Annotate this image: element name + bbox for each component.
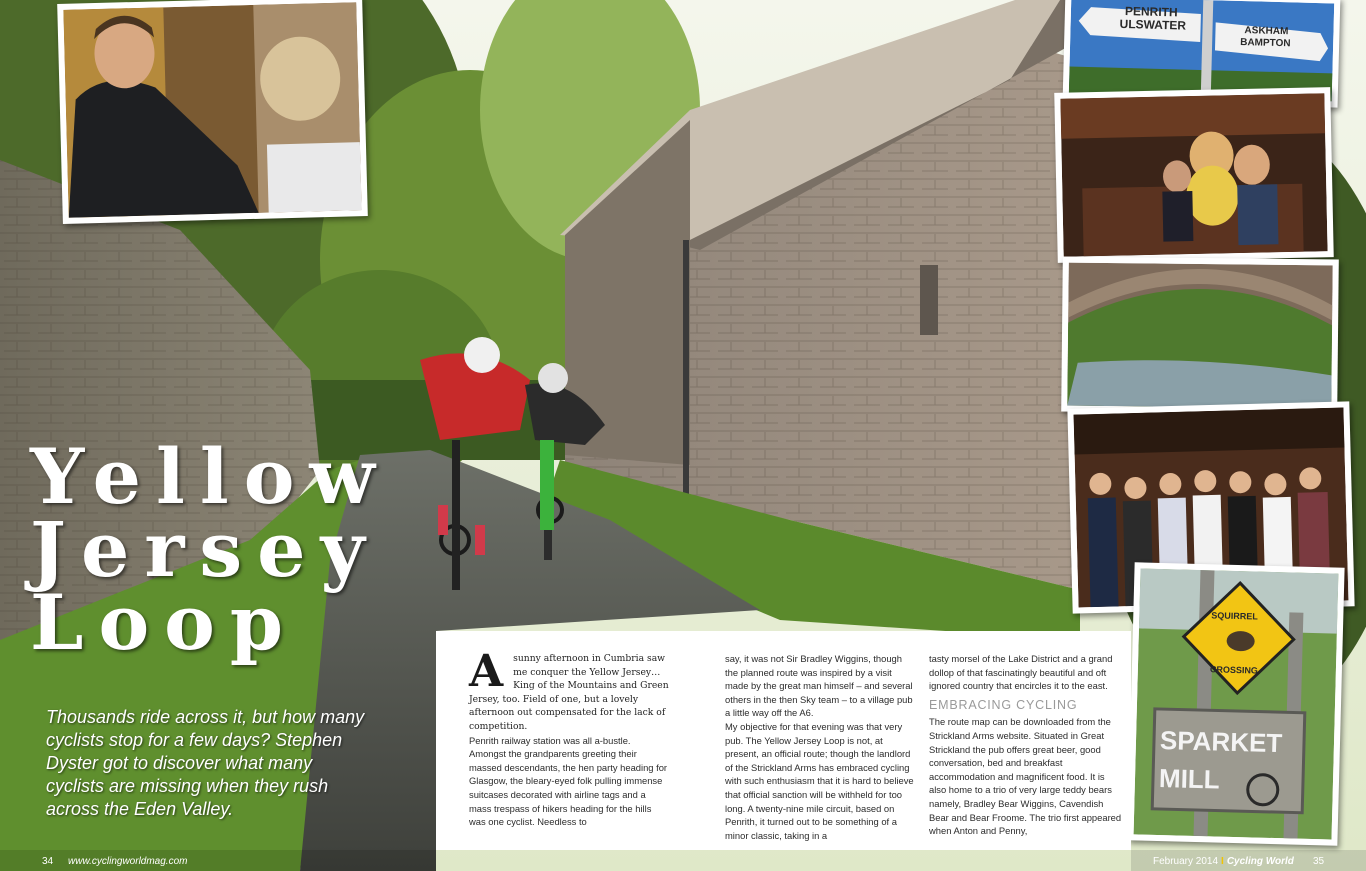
photo-stone-bridge: [1061, 257, 1339, 415]
standfirst: Thousands ride across it, but how many cyclists stop for a few days? Stephen Dyster got to discover what many cyclists are missing when they rush across the Eden Valley.: [46, 707, 365, 819]
issue-separator: I: [1221, 856, 1224, 867]
paragraph: Penrith railway station was all a-bustle. Amongst the grandparents greeting their massed descendants, the hen party heading for Glasgow, the bleary-eyed folk pulling immense suitcases decorated with airline tags and a mass trespass of hikers heading for the hills was one cyclist. Needless to: [469, 734, 668, 828]
squirrel-sign-line2: CROSSING: [1209, 664, 1259, 676]
lead-text: sunny afternoon in Cumbria saw me conquer the Yellow Jersey… King of the Mountains and Green Jersey, too. Field of one, but a lovely afternoon out compensated for the lack of competition.: [469, 653, 669, 732]
signpost-right-line2: BAMPTON: [1240, 37, 1291, 50]
photo-pub-bears: [1054, 87, 1333, 263]
section-subhead: EMBRACING CYCLING: [929, 697, 1078, 712]
issue-date: February 2014: [1153, 856, 1219, 867]
title-line-3: Loop: [30, 578, 298, 667]
lead-paragraph: [469, 646, 669, 734]
signpost-left-line2: ULSWATER: [1119, 16, 1187, 33]
page-number-right: 35: [1313, 856, 1325, 867]
photo-squirrel-sign: [1127, 562, 1344, 845]
paragraph: say, it was not Sir Bradley Wiggins, though the planned route was inspired by a visit made by the great man himself – and several others in the then Sky team – to a village pub a little way off the A6.: [725, 653, 913, 719]
article-column-1: [469, 646, 669, 829]
paragraph: My objective for that evening was that very pub. The Yellow Jersey Loop is not, at present, an official route; though the landlord of the Strickland Arms has embraced cycling with such enthusiasm that it is hard to believe that official sanction will be withheld for too long. A twenty-nine mile circuit, based on Penrith, it turned out to be something of a minor classic, taking in a: [725, 720, 914, 841]
page-title: [30, 432, 390, 667]
mill-sign-line2: MILL: [1158, 763, 1221, 795]
page-number-left: 34: [42, 856, 54, 867]
paragraph: tasty morsel of the Lake District and a grand dollop of that fascinatingly beautiful and oft ignored country that encircles it to the east.: [929, 653, 1113, 692]
website-link[interactable]: www.cyclingworldmag.com: [68, 856, 188, 867]
paragraph: The route map can be downloaded from the Strickland Arms website. Situated in Great Strickland the pub offers great beer, good conversation, bed and breakfast accommodation and magnificent food. It is also home to a trio of very large teddy bears namely, Bradley Bear Wiggins, Cavendish Bear and Bear Froome. The trio first appeared when Anton and Penny,: [929, 716, 1122, 837]
title-line-1: Yellow: [30, 432, 390, 521]
footer-bar-left: [0, 850, 436, 871]
article-column-2: [725, 652, 915, 842]
magazine-name: Cycling World: [1226, 856, 1294, 867]
article-column-3: [929, 652, 1124, 838]
issue-info: [1153, 856, 1294, 867]
mill-sign-line1: SPARKET: [1159, 725, 1283, 759]
photo-man-signing: [57, 0, 368, 224]
drop-cap: A: [469, 646, 504, 697]
article-panel: [436, 631, 1131, 850]
signpost-left-line1: PENRITH: [1124, 3, 1178, 20]
signpost-right-line1: ASKHAM: [1244, 25, 1289, 38]
squirrel-sign-line1: SQUIRREL: [1211, 610, 1258, 622]
title-line-2: Jersey: [30, 505, 380, 594]
